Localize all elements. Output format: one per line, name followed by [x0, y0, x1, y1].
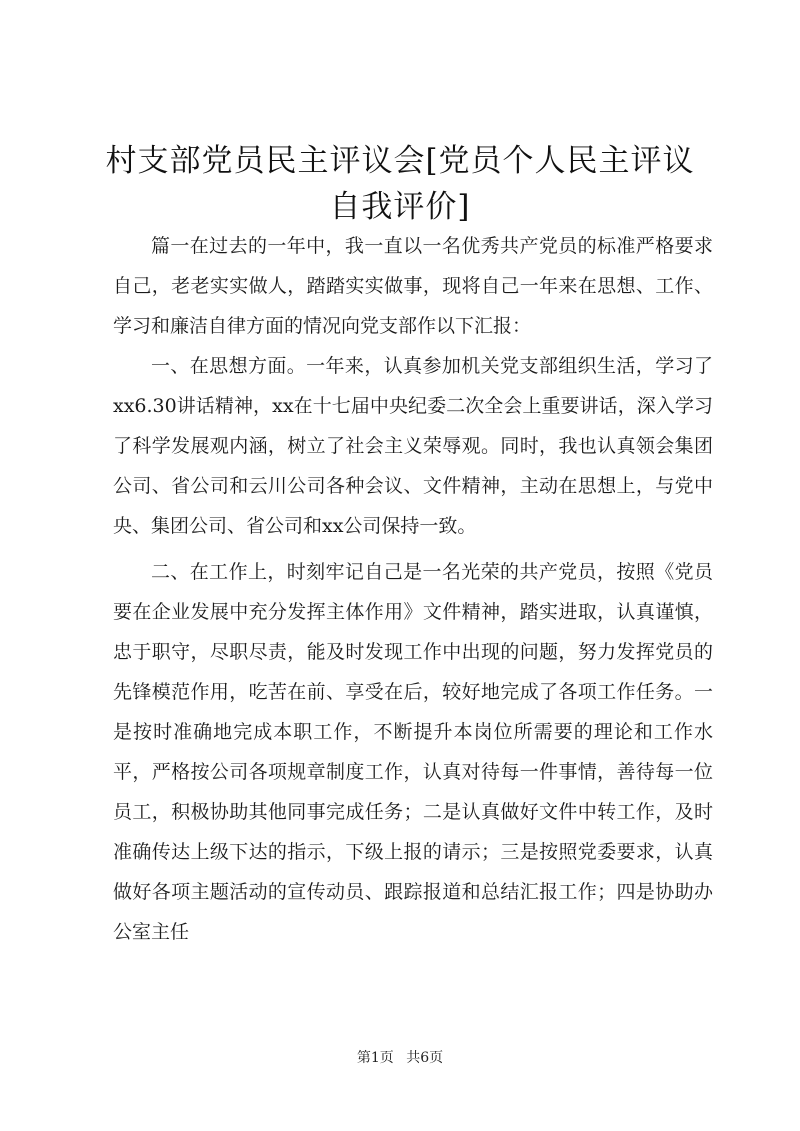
paragraph-thought: 一、在思想方面。一年来，认真参加机关党支部组织生活，学习了xx6.30讲话精神，xx在十七届中央纪委二次全会上重要讲话，深入学习了科学发展观内涵，树立了社会主义荣辱观。同时，我也认真领会集团公司、省公司和云川公司各种会议、文件精神，主动在思想上，与党中央、集团公司、省公司和xx公司保持一致。: [113, 355, 713, 537]
page-total: 共6页: [406, 1050, 444, 1066]
document-body: [113, 226, 713, 952]
paragraph-intro: 篇一在过去的一年中，我一直以一名优秀共产党员的标准严格要求自己，老老实实做人，踏踏实实做事，现将自己一年来在思想、工作、学习和廉洁自律方面的情况向党支部作以下汇报：: [113, 235, 713, 337]
page-footer: [0, 1048, 800, 1068]
paragraph-work: 二、在工作上，时刻牢记自己是一名光荣的共产党员，按照《党员要在企业发展中充分发挥主体作用》文件精神，踏实进取，认真谨慎，忠于职守，尽职尽责，能及时发现工作中出现的问题，努力发挥党员的先锋模范作用，吃苦在前、享受在后，较好地完成了各项工作任务。一是按时准确地完成本职工作，不断提升本岗位所需要的理论和工作水平，严格按公司各项规章制度工作，认真对待每一件事情，善待每一位员工，积极协助其他同事完成任务；二是认真做好文件中转工作，及时准确传达上级下达的指示，下级上报的请示；三是按照党委要求，认真做好各项主题活动的宣传动员、跟踪报道和总结汇报工作；四是协助办公室主任: [113, 561, 713, 943]
document-title: 村支部党员民主评议会[党员个人民主评议自我评价]: [105, 143, 695, 225]
page-number: 第1页: [356, 1050, 394, 1066]
